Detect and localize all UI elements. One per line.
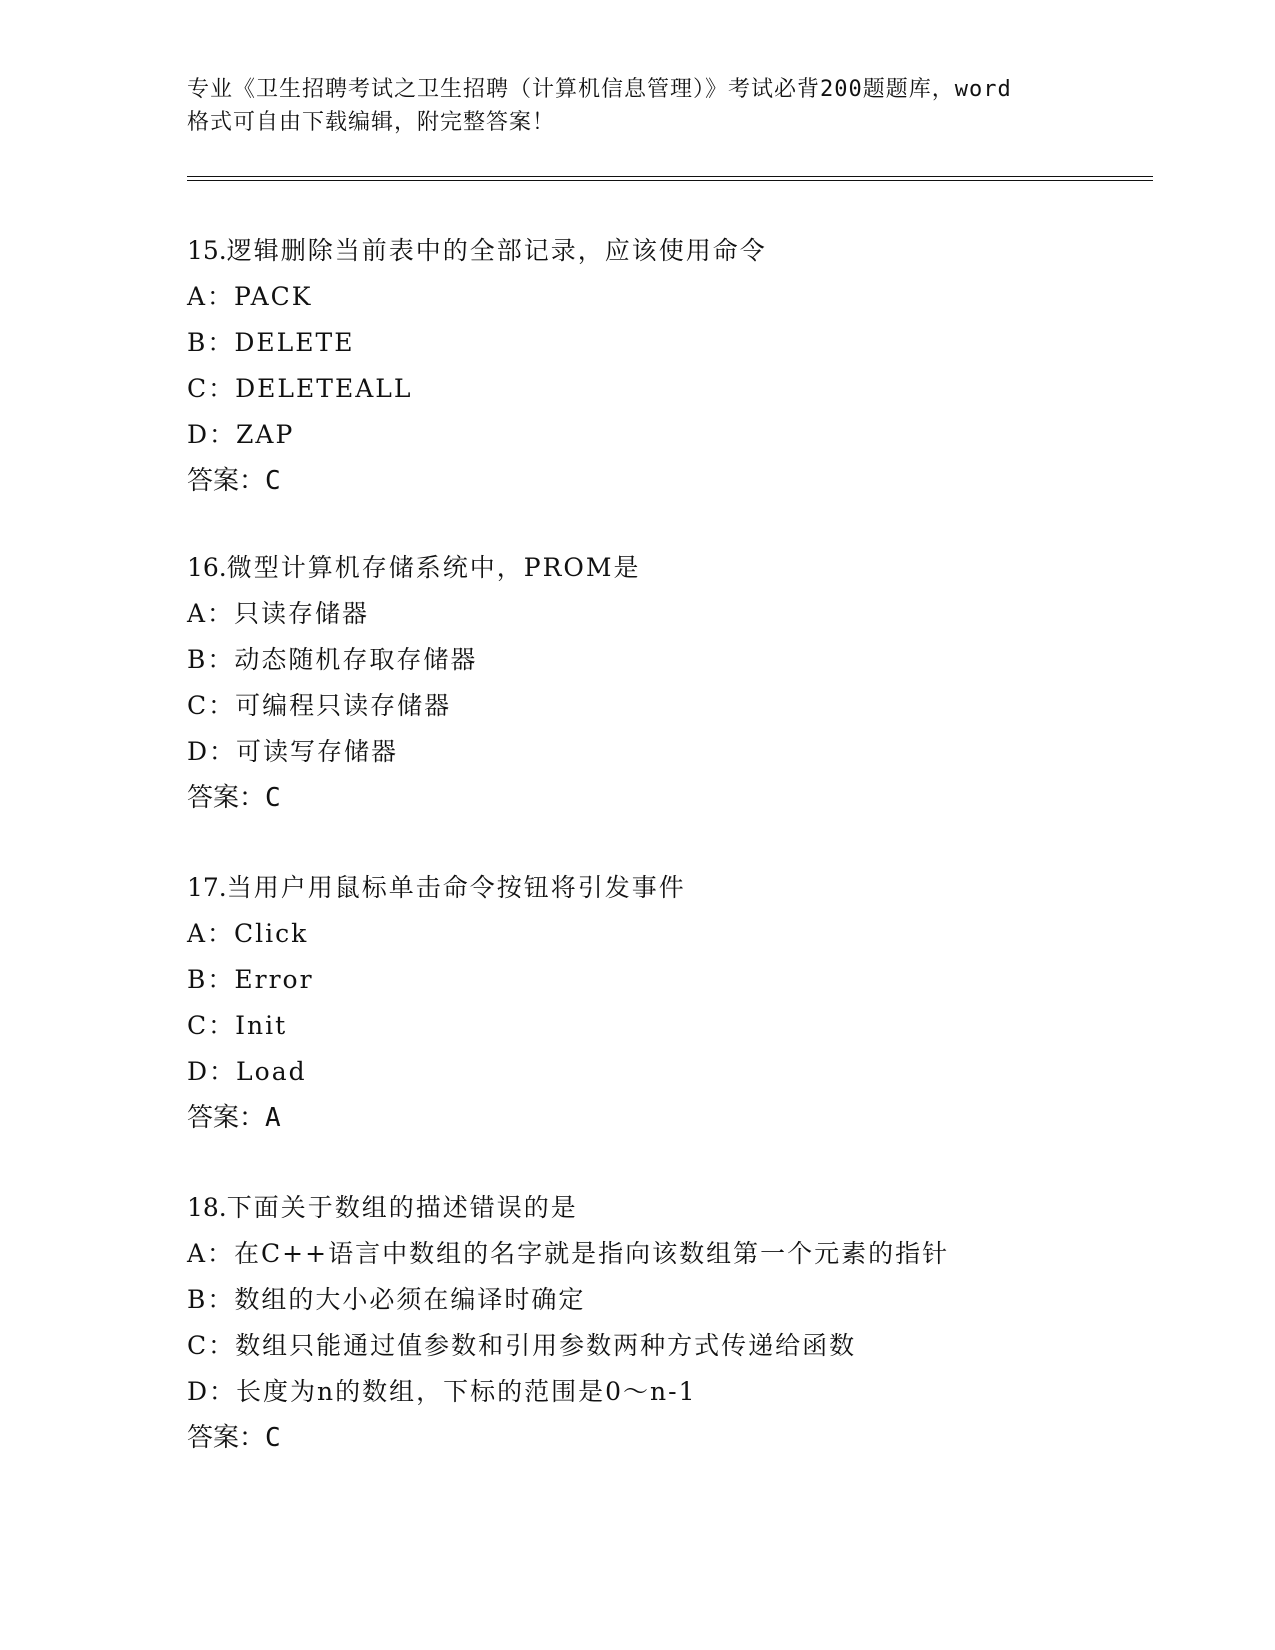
header-divider-top	[187, 176, 1153, 177]
question-18	[187, 1185, 1167, 1461]
option-a: A：只读存储器	[187, 599, 370, 628]
question-16	[187, 545, 1167, 821]
option-a: A：在C++语言中数组的名字就是指向该数组第一个元素的指针	[187, 1239, 950, 1268]
option-c: C：可编程只读存储器	[187, 691, 452, 720]
header-line-1: 专业《卫生招聘考试之卫生招聘（计算机信息管理）》考试必背200题题库，word	[187, 77, 1012, 102]
answer-text: 答案：A	[187, 1103, 281, 1133]
question-number: 16.	[187, 553, 227, 582]
question-15	[187, 228, 1167, 504]
question-text: 下面关于数组的描述错误的是	[226, 1193, 578, 1222]
question-stem	[187, 1185, 1167, 1231]
option-a: A：PACK	[187, 282, 313, 311]
question-number: 17.	[187, 873, 227, 902]
question-number: 18.	[187, 1193, 227, 1222]
option-d: D：长度为n的数组，下标的范围是0～n-1	[187, 1377, 697, 1406]
answer-text: 答案：C	[187, 783, 281, 813]
option-c: C：数组只能通过值参数和引用参数两种方式传递给函数	[187, 1331, 857, 1360]
option-b: B：Error	[187, 965, 314, 994]
option-d: D：Load	[187, 1057, 307, 1086]
option-c: C：Init	[187, 1011, 288, 1040]
question-stem	[187, 545, 1167, 591]
header-line-2: 格式可自由下载编辑，附完整答案！	[187, 110, 556, 135]
option-b: B：DELETE	[187, 328, 355, 357]
question-stem	[187, 865, 1167, 911]
question-stem	[187, 228, 1167, 274]
question-number: 15.	[187, 236, 227, 265]
question-text: 逻辑删除当前表中的全部记录，应该使用命令	[226, 236, 767, 265]
answer-text: 答案：C	[187, 1423, 281, 1453]
option-b: B：动态随机存取存储器	[187, 645, 478, 674]
question-text: 当用户用鼠标单击命令按钮将引发事件	[226, 873, 686, 902]
question-text: 微型计算机存储系统中，PROM是	[226, 553, 641, 582]
document-header	[187, 73, 1087, 139]
option-a: A：Click	[187, 919, 309, 948]
option-d: D：ZAP	[187, 420, 295, 449]
option-b: B：数组的大小必须在编译时确定	[187, 1285, 586, 1314]
header-divider-bottom	[187, 180, 1153, 181]
question-17	[187, 865, 1167, 1141]
answer-text: 答案：C	[187, 466, 281, 496]
option-d: D：可读写存储器	[187, 737, 399, 766]
option-c: C：DELETEALL	[187, 374, 413, 403]
